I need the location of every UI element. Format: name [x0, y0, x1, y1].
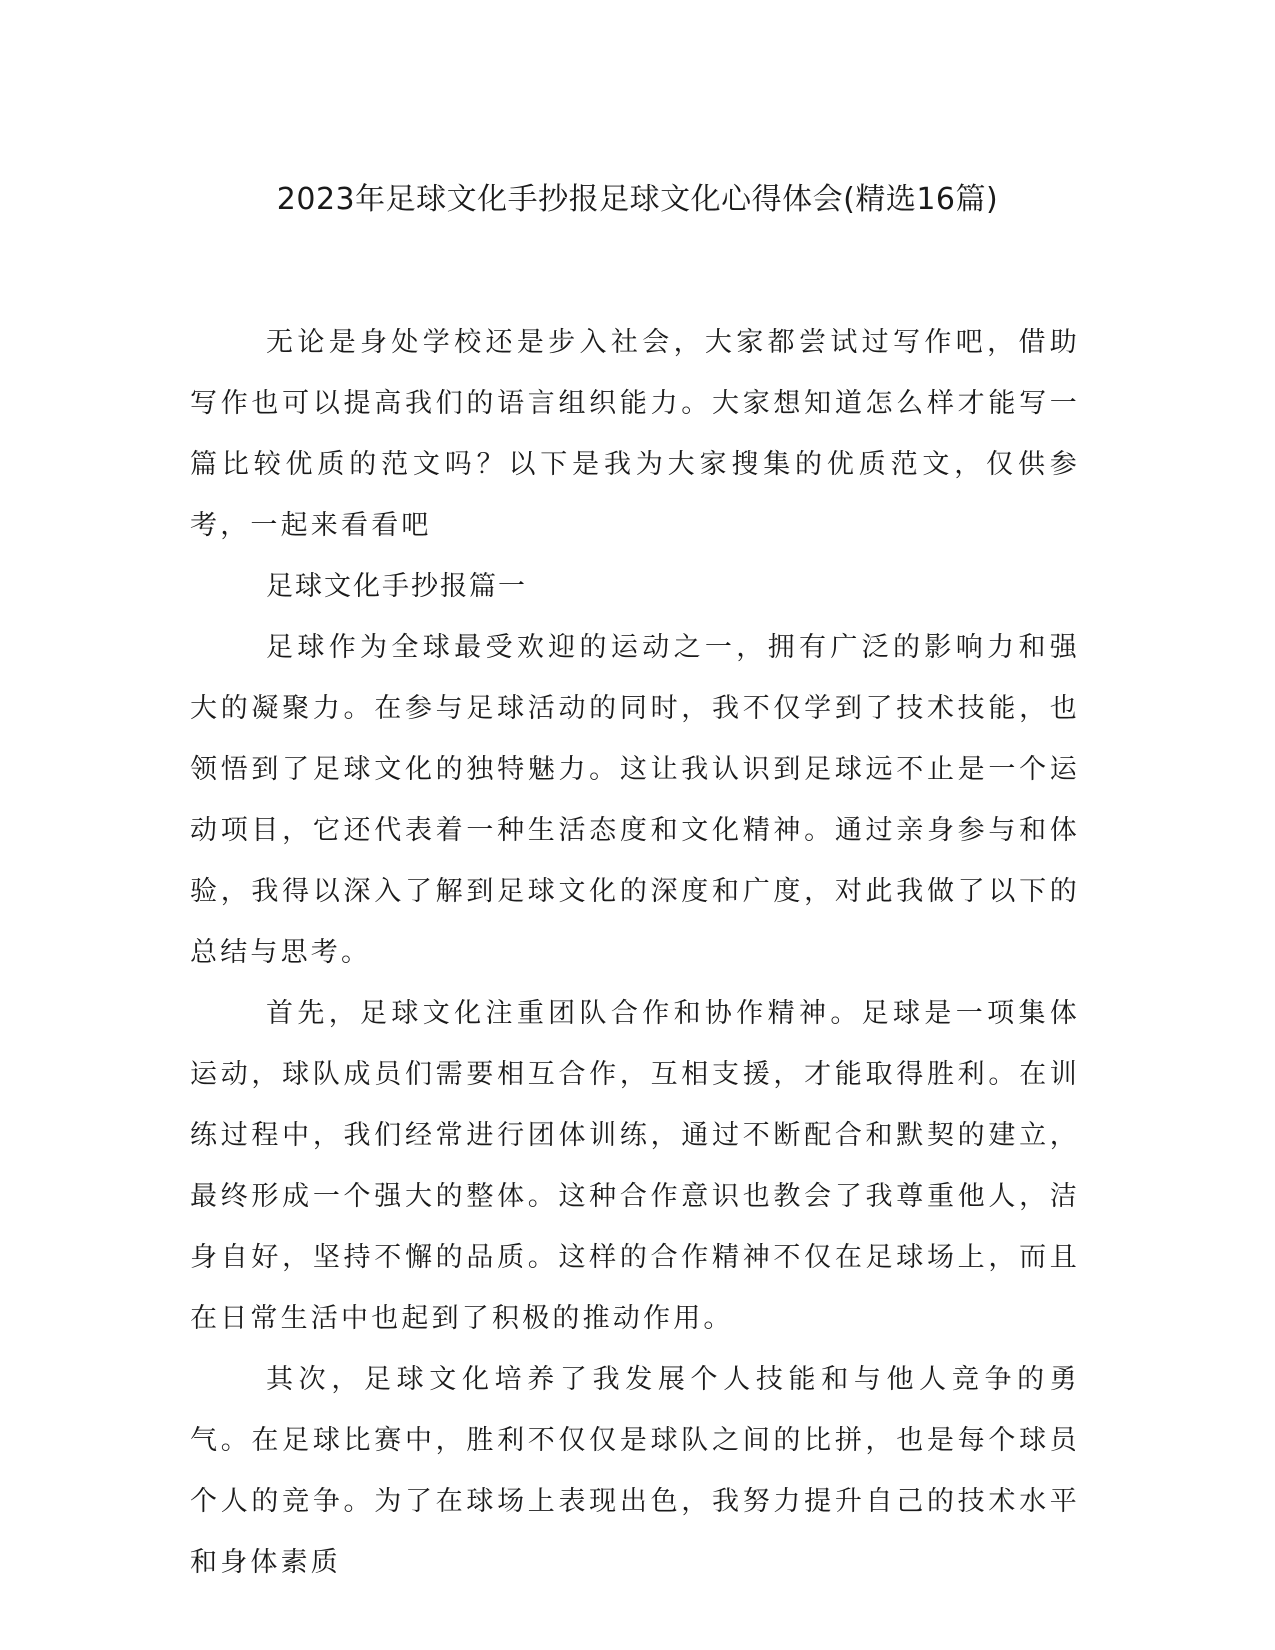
document-title: 2023年足球文化手抄报足球文化心得体会(精选16篇)	[276, 182, 999, 217]
paragraph-overview: 足球作为全球最受欢迎的运动之一，拥有广泛的影响力和强大的凝聚力。在参与足球活动的同时，我不仅学到了技术技能，也领悟到了足球文化的独特魅力。这让我认识到足球远不止是一个运动项目，它还代表着一种生活态度和文化精神。通过亲身参与和体验，我得以深入了解到足球文化的深度和广度，对此我做了以下的总结与思考。	[190, 632, 1080, 968]
paragraph-competition: 其次，足球文化培养了我发展个人技能和与他人竞争的勇气。在足球比赛中，胜利不仅仅是球队之间的比拼，也是每个球员个人的竞争。为了在球场上表现出色，我努力提升自己的技术水平和身体素质	[190, 1364, 1080, 1578]
paragraph-intro: 无论是身处学校还是步入社会，大家都尝试过写作吧，借助写作也可以提高我们的语言组织能力。大家想知道怎么样才能写一篇比较优质的范文吗？以下是我为大家搜集的优质范文，仅供参考，一起来看看吧	[190, 327, 1080, 541]
section-heading: 足球文化手抄报篇一	[266, 571, 527, 602]
document-body	[190, 312, 1080, 1593]
paragraph-teamwork: 首先，足球文化注重团队合作和协作精神。足球是一项集体运动，球队成员们需要相互合作，互相支援，才能取得胜利。在训练过程中，我们经常进行团体训练，通过不断配合和默契的建立，最终形成一个强大的整体。这种合作意识也教会了我尊重他人，洁身自好，坚持不懈的品质。这样的合作精神不仅在足球场上，而且在日常生活中也起到了积极的推动作用。	[190, 998, 1080, 1334]
